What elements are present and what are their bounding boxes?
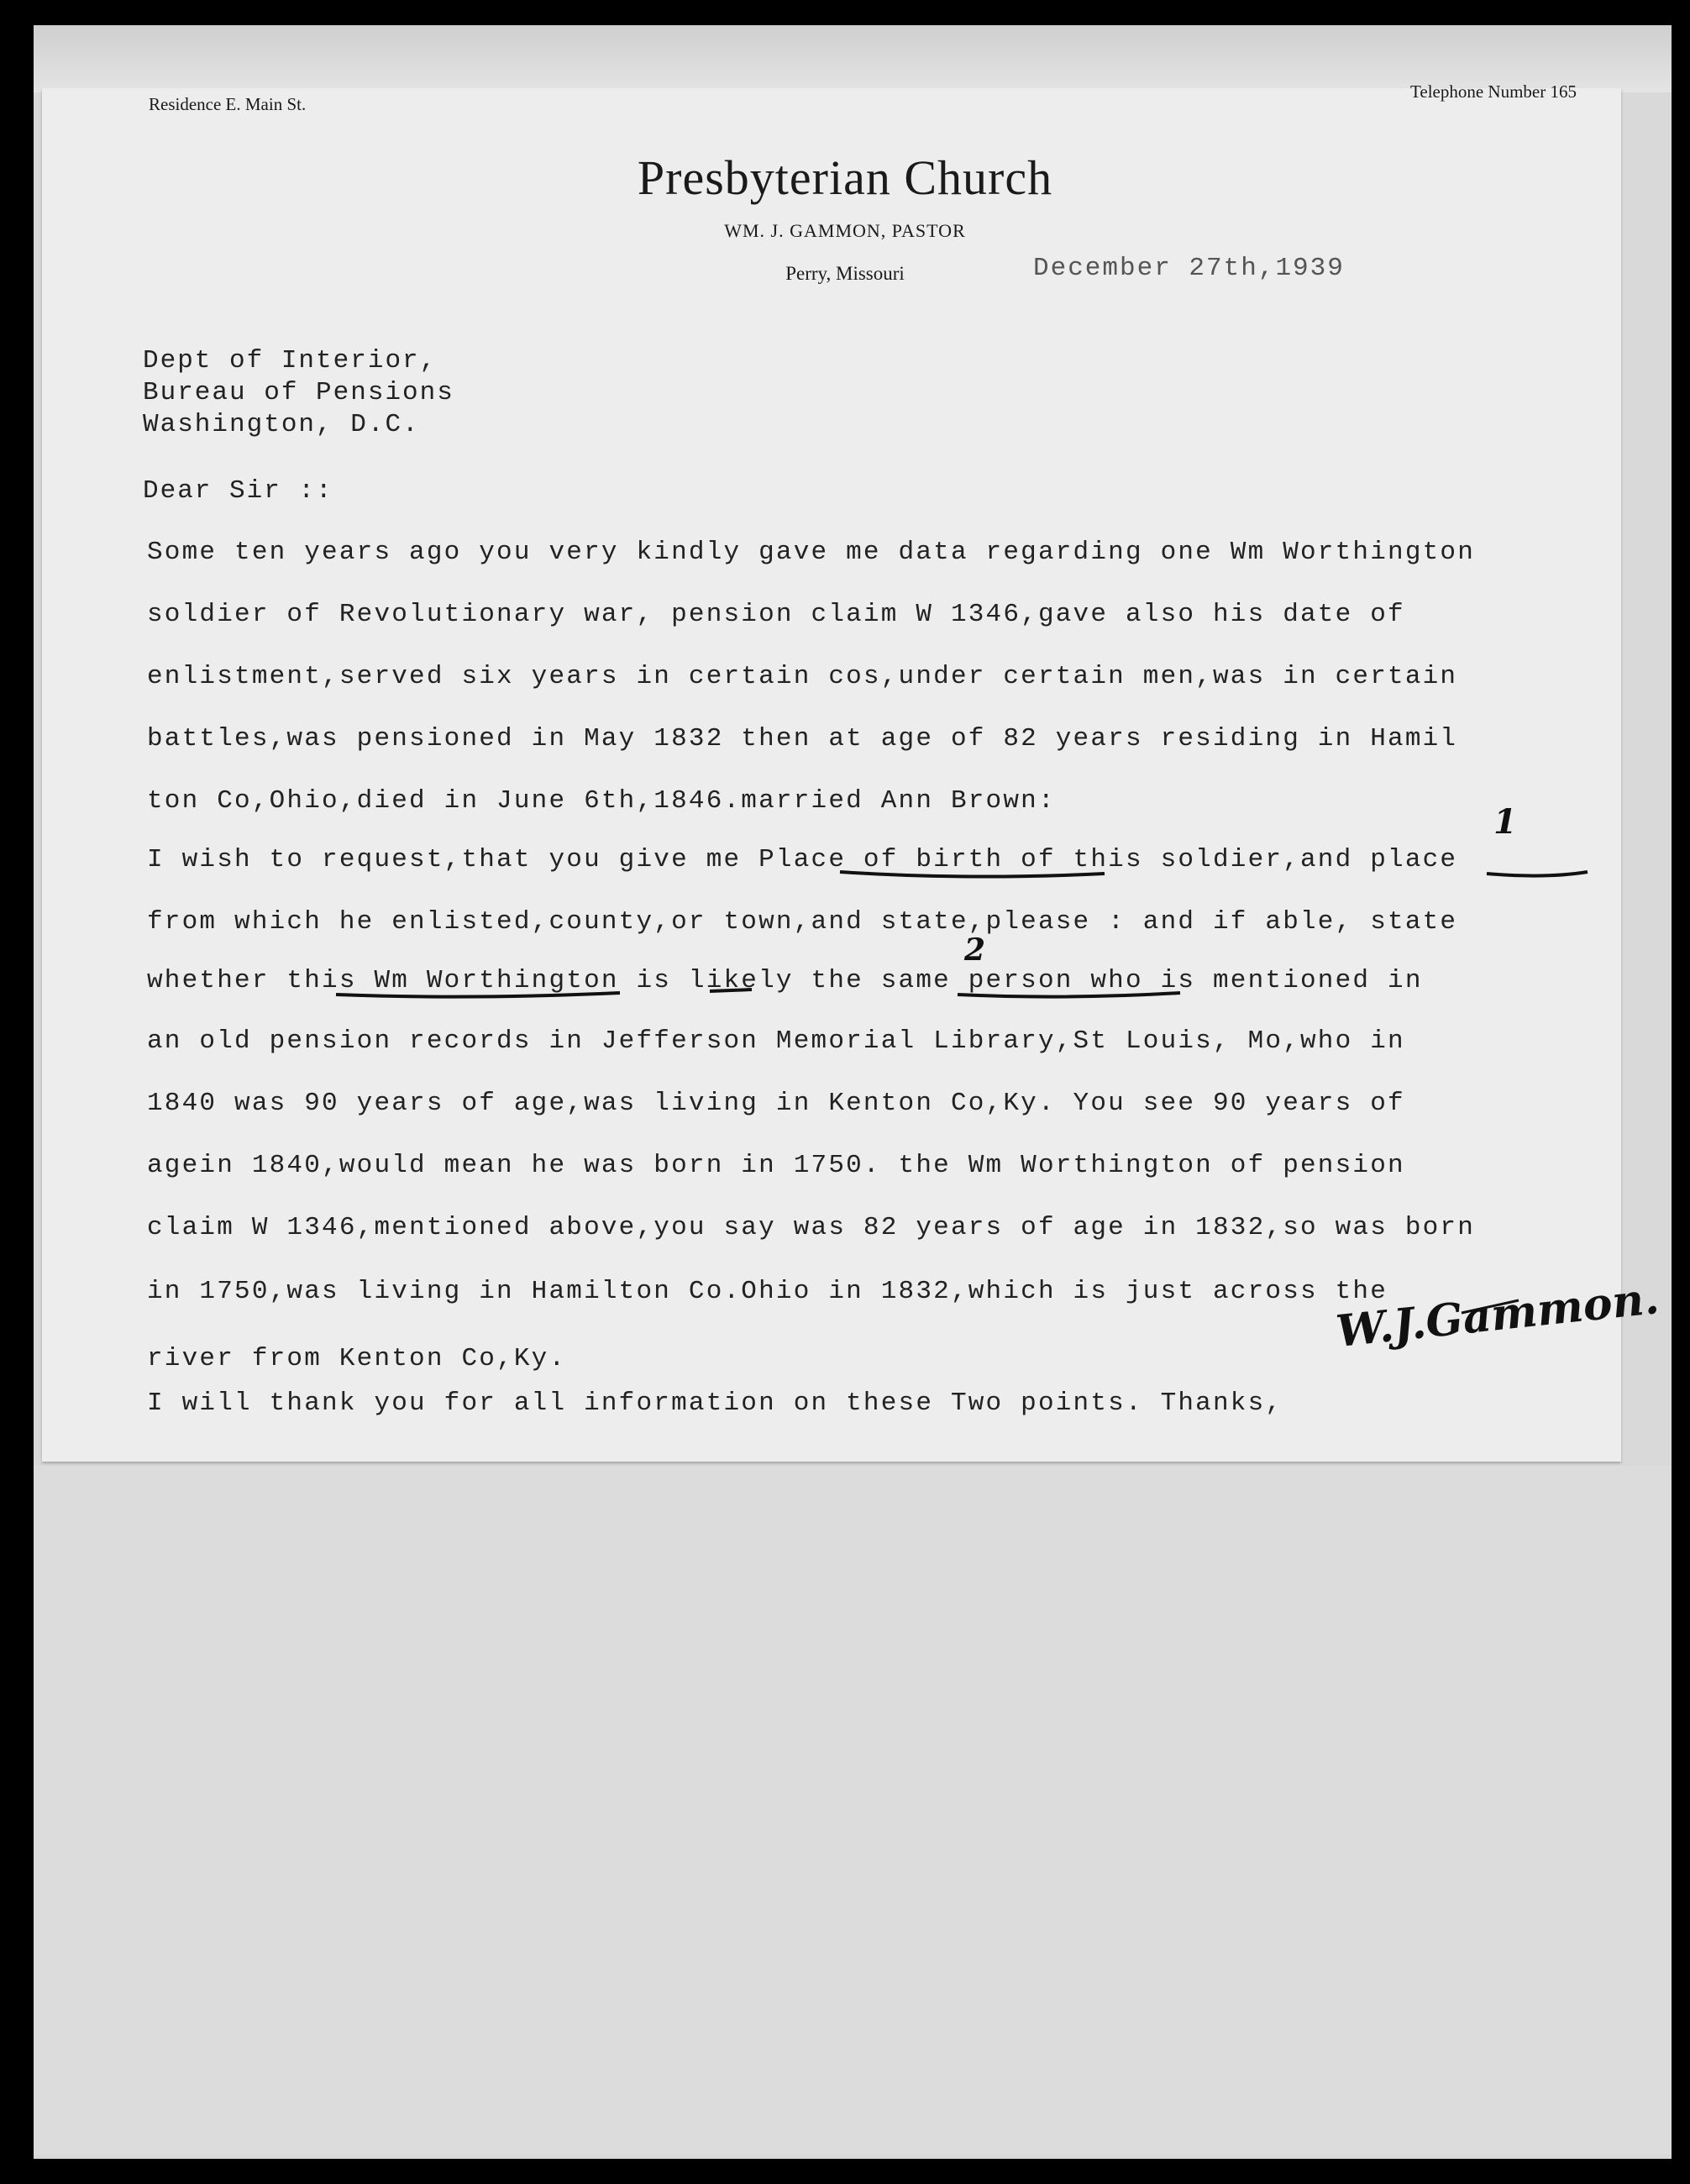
- address-line-2: Bureau of Pensions: [143, 378, 454, 407]
- church-name: Presbyterian Church: [637, 150, 1053, 205]
- address-line-1: Dept of Interior,: [143, 346, 438, 375]
- underline-is: [710, 990, 752, 991]
- body-line-7: from which he enlisted,county,or town,and state,please : and if able, state: [147, 907, 1458, 937]
- body-line-3: enlistment,served six years in certain cos,under certain men,was in certain: [147, 662, 1458, 691]
- pastor-line: WM. J. GAMMON, PASTOR: [724, 220, 966, 241]
- body-line-9: an old pension records in Jefferson Memorial Library,St Louis, Mo,who in: [147, 1026, 1405, 1056]
- body-line-11: agein 1840,would mean he was born in 1750. the Wm Worthington of pension: [147, 1151, 1405, 1180]
- body-line-13: in 1750,was living in Hamilton Co.Ohio in 1832,which is just across the: [147, 1277, 1388, 1306]
- body-line-4: battles,was pensioned in May 1832 then at age of 82 years residing in Hamil: [147, 724, 1458, 753]
- letter-date: December 27th,1939: [1033, 254, 1345, 283]
- body-line-8: whether this Wm Worthington is likely the same person who is mentioned in: [147, 966, 1423, 995]
- handwritten-mark-1: 1: [1493, 802, 1517, 842]
- signature: W.J.Gammon.: [1333, 1273, 1661, 1357]
- body-line-10: 1840 was 90 years of age,was living in Kenton Co,Ky. You see 90 years of: [147, 1089, 1405, 1118]
- city-line: Perry, Missouri: [785, 263, 905, 284]
- body-line-14: river from Kenton Co,Ky.: [147, 1344, 567, 1373]
- telephone-line: Telephone Number 165: [1410, 81, 1577, 102]
- address-line-3: Washington, D.C.: [143, 410, 420, 439]
- blank-lower-area: [34, 1466, 1672, 2155]
- body-line-1: Some ten years ago you very kindly gave me data regarding one Wm Worthington: [147, 538, 1476, 567]
- underline-this-wm-worthington: [336, 993, 620, 997]
- body-line-12: claim W 1346,mentioned above,you say was 82 years of age in 1832,so was born: [147, 1213, 1476, 1242]
- underline-place: [1487, 872, 1588, 876]
- underline-place-of-birth: [840, 872, 1105, 877]
- underline-same-person: [958, 993, 1180, 997]
- salutation: Dear Sir ::: [143, 476, 333, 506]
- body-line-5: ton Co,Ohio,died in June 6th,1846.married Ann Brown:: [147, 786, 1056, 816]
- body-line-2: soldier of Revolutionary war, pension claim W 1346,gave also his date of: [147, 600, 1405, 629]
- residence-line: Residence E. Main St.: [149, 94, 307, 114]
- body-line-15: I will thank you for all information on these Two points. Thanks,: [147, 1389, 1283, 1418]
- handwritten-mark-2: 2: [964, 932, 986, 968]
- body-line-6: I wish to request,that you give me Place of birth of this soldier,and place: [147, 845, 1458, 874]
